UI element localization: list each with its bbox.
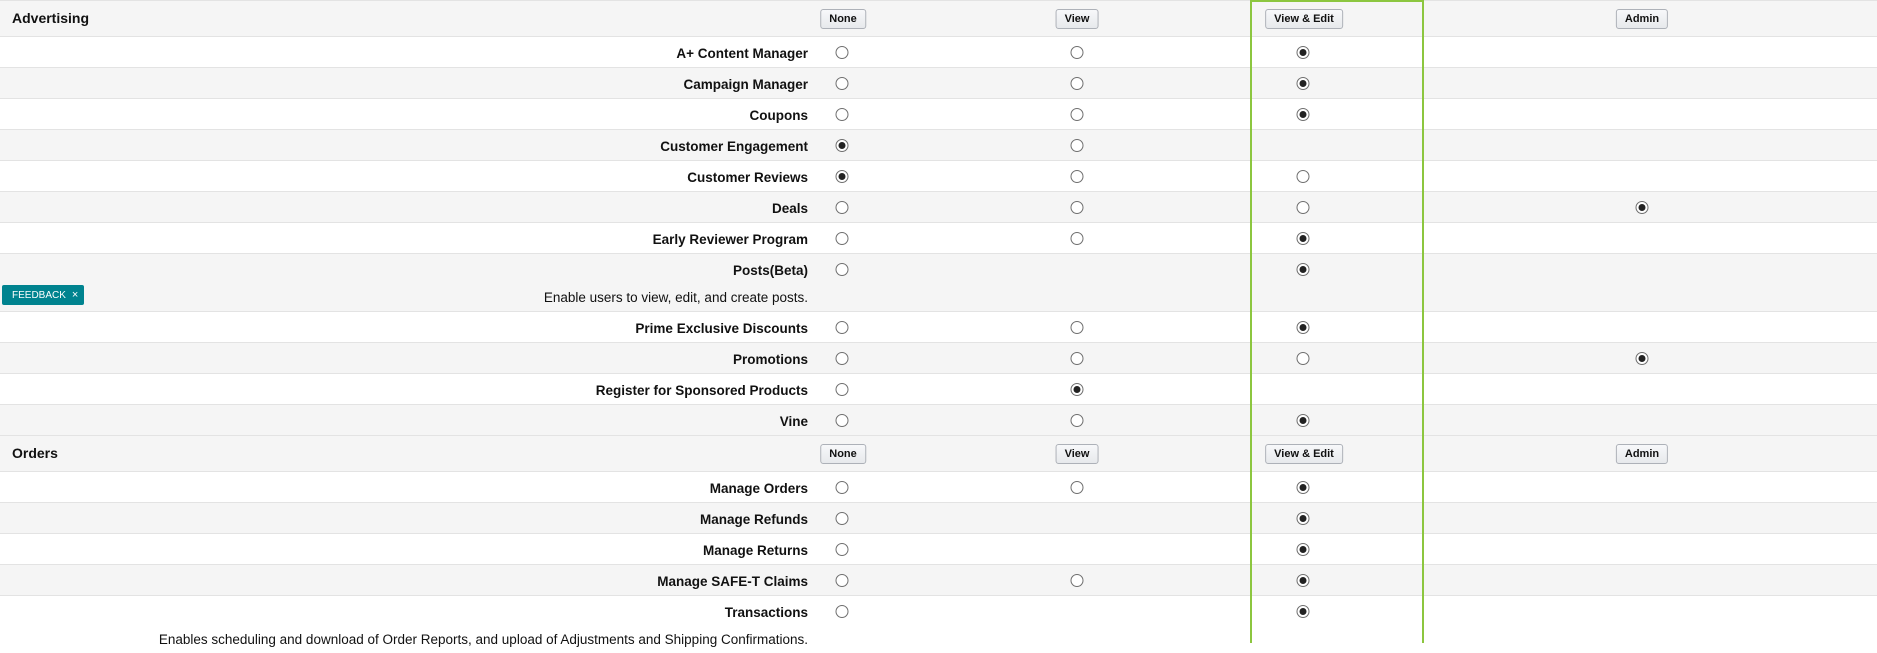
radio-none[interactable] bbox=[836, 201, 849, 214]
permission-row bbox=[0, 98, 1877, 129]
radio-view-edit[interactable] bbox=[1297, 574, 1310, 587]
permission-label: Manage Refunds bbox=[699, 512, 808, 527]
permission-label: Vine bbox=[779, 414, 808, 429]
radio-admin[interactable] bbox=[1636, 201, 1649, 214]
permission-row bbox=[0, 471, 1877, 502]
permission-label: Deals bbox=[771, 201, 808, 216]
radio-view-edit[interactable] bbox=[1297, 352, 1310, 365]
radio-view-edit[interactable] bbox=[1297, 543, 1310, 556]
permission-row bbox=[0, 67, 1877, 98]
permission-row bbox=[0, 373, 1877, 404]
radio-view[interactable] bbox=[1071, 170, 1084, 183]
radio-view-edit[interactable] bbox=[1297, 263, 1310, 276]
permission-label: Coupons bbox=[749, 108, 808, 123]
section-header-advertising bbox=[0, 0, 1877, 36]
radio-view-edit[interactable] bbox=[1297, 201, 1310, 214]
radio-view[interactable] bbox=[1071, 481, 1084, 494]
radio-none[interactable] bbox=[836, 383, 849, 396]
radio-view-edit[interactable] bbox=[1297, 108, 1310, 121]
permission-label: Customer Engagement bbox=[660, 139, 808, 154]
close-icon[interactable]: × bbox=[71, 289, 79, 301]
permission-label: Customer Reviews bbox=[687, 170, 808, 185]
radio-none[interactable] bbox=[836, 139, 849, 152]
radio-none[interactable] bbox=[836, 481, 849, 494]
permission-row bbox=[0, 222, 1877, 253]
permission-row bbox=[0, 404, 1877, 435]
section-title: Advertising bbox=[12, 10, 90, 26]
radio-view[interactable] bbox=[1071, 574, 1084, 587]
radio-none[interactable] bbox=[836, 321, 849, 334]
permission-label: Manage SAFE-T Claims bbox=[657, 574, 808, 589]
permission-row bbox=[0, 191, 1877, 222]
radio-none[interactable] bbox=[836, 414, 849, 427]
radio-view-edit[interactable] bbox=[1297, 170, 1310, 183]
permission-row bbox=[0, 595, 1877, 653]
radio-view[interactable] bbox=[1071, 414, 1084, 427]
set-all-none-button[interactable]: None bbox=[820, 9, 866, 29]
permission-label: Promotions bbox=[732, 352, 808, 367]
set-all-admin-button[interactable]: Admin bbox=[1616, 9, 1668, 29]
permission-row bbox=[0, 311, 1877, 342]
permission-row bbox=[0, 129, 1877, 160]
radio-none[interactable] bbox=[836, 108, 849, 121]
radio-view[interactable] bbox=[1071, 321, 1084, 334]
feedback-tab[interactable] bbox=[2, 285, 84, 305]
permission-label: Posts(Beta) bbox=[732, 263, 808, 278]
set-all-view-button[interactable]: View bbox=[1056, 9, 1099, 29]
radio-view-edit[interactable] bbox=[1297, 481, 1310, 494]
feedback-label: FEEDBACK bbox=[12, 290, 66, 301]
radio-none[interactable] bbox=[836, 46, 849, 59]
set-all-view-button[interactable]: View bbox=[1056, 444, 1099, 464]
permission-row bbox=[0, 36, 1877, 67]
permission-label: Manage Orders bbox=[709, 481, 808, 496]
permission-description: Enables scheduling and download of Order Reports, and upload of Adjustments and Shipping Confirmations. bbox=[158, 632, 808, 647]
radio-view[interactable] bbox=[1071, 46, 1084, 59]
set-all-none-button[interactable]: None bbox=[820, 444, 866, 464]
radio-view-edit[interactable] bbox=[1297, 232, 1310, 245]
radio-view-edit[interactable] bbox=[1297, 77, 1310, 90]
set-all-view-edit-button[interactable]: View & Edit bbox=[1265, 444, 1343, 464]
radio-view[interactable] bbox=[1071, 232, 1084, 245]
radio-view[interactable] bbox=[1071, 201, 1084, 214]
radio-view-edit[interactable] bbox=[1297, 512, 1310, 525]
radio-none[interactable] bbox=[836, 77, 849, 90]
radio-view[interactable] bbox=[1071, 352, 1084, 365]
radio-none[interactable] bbox=[836, 574, 849, 587]
permission-row bbox=[0, 502, 1877, 533]
radio-view-edit[interactable] bbox=[1297, 605, 1310, 618]
radio-none[interactable] bbox=[836, 263, 849, 276]
radio-view-edit[interactable] bbox=[1297, 46, 1310, 59]
permission-row bbox=[0, 253, 1877, 311]
set-all-view-edit-button[interactable]: View & Edit bbox=[1265, 9, 1343, 29]
radio-view[interactable] bbox=[1071, 77, 1084, 90]
radio-admin[interactable] bbox=[1636, 352, 1649, 365]
permission-row bbox=[0, 533, 1877, 564]
permission-row bbox=[0, 342, 1877, 373]
radio-none[interactable] bbox=[836, 232, 849, 245]
permission-row bbox=[0, 160, 1877, 191]
set-all-admin-button[interactable]: Admin bbox=[1616, 444, 1668, 464]
radio-none[interactable] bbox=[836, 512, 849, 525]
permission-description: Enable users to view, edit, and create posts. bbox=[543, 290, 808, 305]
radio-none[interactable] bbox=[836, 170, 849, 183]
section-header-orders bbox=[0, 435, 1877, 471]
radio-none[interactable] bbox=[836, 605, 849, 618]
radio-view-edit[interactable] bbox=[1297, 414, 1310, 427]
radio-view-edit[interactable] bbox=[1297, 321, 1310, 334]
permission-label: Campaign Manager bbox=[683, 77, 808, 92]
section-title: Orders bbox=[12, 445, 58, 461]
radio-view[interactable] bbox=[1071, 139, 1084, 152]
permission-row bbox=[0, 564, 1877, 595]
permission-label: Manage Returns bbox=[702, 543, 808, 558]
permission-label: Prime Exclusive Discounts bbox=[635, 321, 808, 336]
permission-label: Early Reviewer Program bbox=[652, 232, 808, 247]
permission-label: Register for Sponsored Products bbox=[595, 383, 808, 398]
radio-view[interactable] bbox=[1071, 108, 1084, 121]
radio-none[interactable] bbox=[836, 352, 849, 365]
permission-label: Transactions bbox=[724, 605, 808, 620]
radio-none[interactable] bbox=[836, 543, 849, 556]
permission-label: A+ Content Manager bbox=[676, 46, 808, 61]
radio-view[interactable] bbox=[1071, 383, 1084, 396]
